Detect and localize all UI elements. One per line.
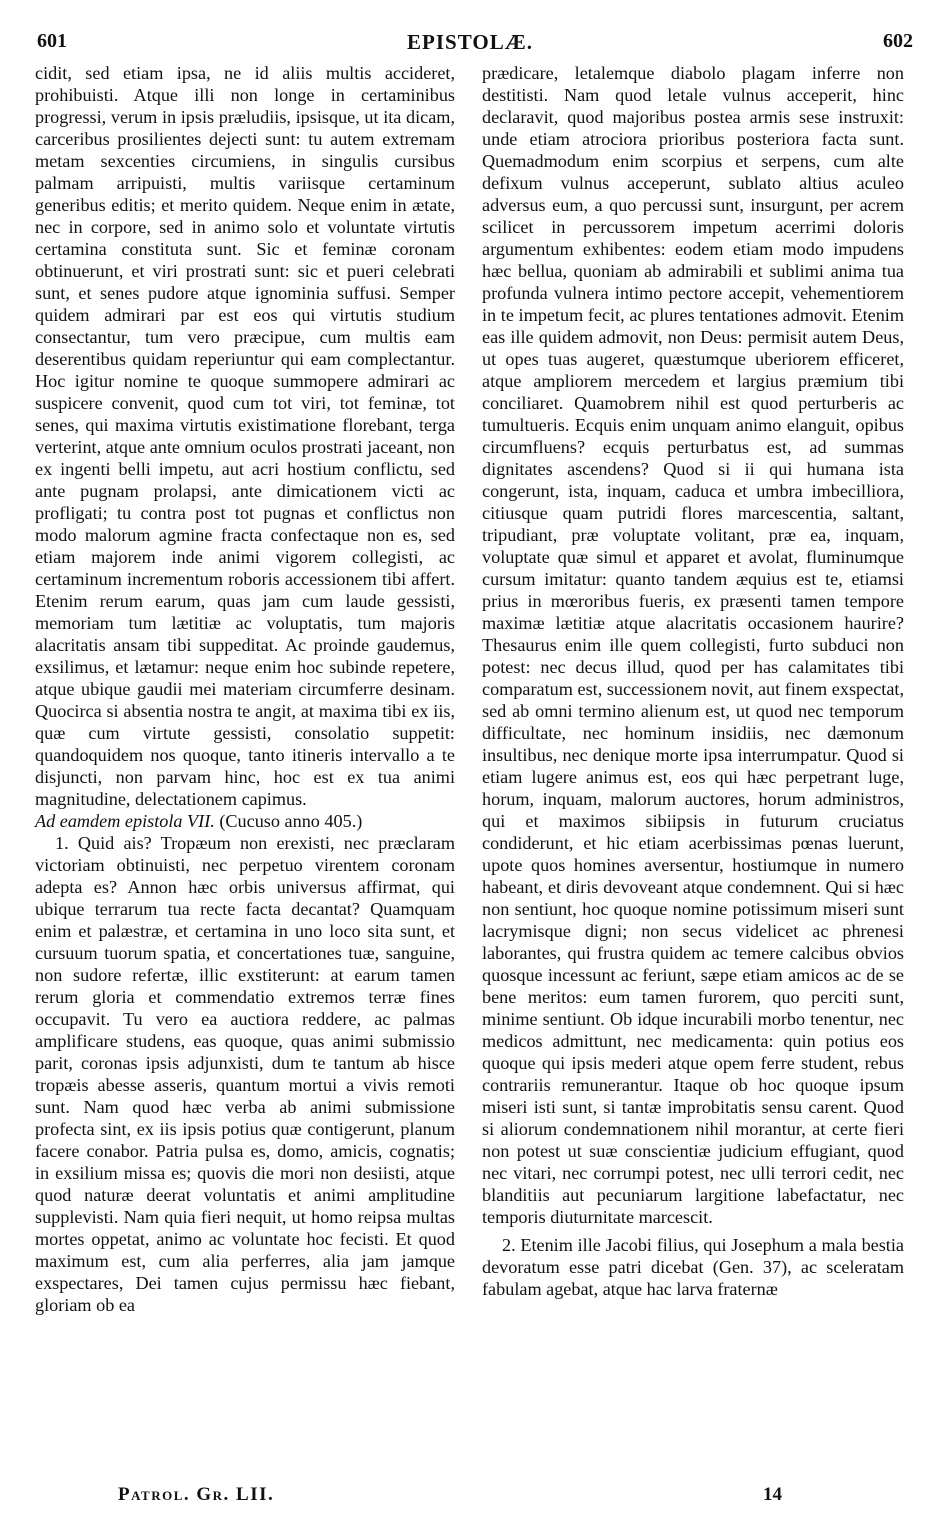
paragraph-1: 1. Quid ais? Tropæum non erexisti, nec præclaram victoriam obtinuisti, nec perpetuo virentem coronam adepta es? Annon hæc orbis universus affirmat, qui ubique terrarum tua recte facta decantat? Quamquam enim et palæstræ, et certamina in uno loco sita sunt, et cursuum tuorum spatia, et concertationes tuæ, sanguine, non sudore refertæ, illic exstiterunt: at earum tamen rerum gloria et commendatio extremos terræ fines occupavit. Tu vero ea auctiora reddere, ac palmas amplificare studens, eas quoque, quas animi submissio parit, coronas ipsis adjunxisti, dum te tantum ab hisce tropæis abesse asseris, quantum mortui a vivis remoti sunt. Nam quod hæc verba ab animi submissione profecta sint, ex iis ipsis potius quæ contigerunt, planum facere conabor. Patria pulsa es, domo, amicis, cognatis; in exsilium missa es; quovis die mori non desiisti, atque quod naturæ deerat voluntatis et animi amplitudine supplevisti. Nam quia fieri nequit, ut homo reipsa multas mortes oppetat, animo ac voluntate hoc fecisti. Et quod maximum est, cum alia perferres, alia jam jamque exspectares, Dei tamen cujus permissu hæc fiebant, gloriam ob ea [35, 833, 455, 1315]
left-page-number: 601 [37, 30, 67, 52]
right-column [482, 62, 904, 1300]
page-header [0, 30, 940, 58]
right-continuation-text: prædicare, letalemque diabolo plagam inferre non destitisti. Nam quod letale vulnus acceperit, hinc declaravit, quod majoribus postea armis sese instruxit: unde etiam atrociora prioribus posteriora facta sunt. Quemadmodum enim scorpius et serpens, cum alte defixum vulnus acceperunt, sublato altius aculeo adversus eum, a quo percussi sunt, insurgunt, per acrem scilicet in percussorem impetum acerrimi doloris argumentum exhibentes: eodem etiam modo impudens hæc bellua, quoniam ab admirabili et sublimi anima tua profunda vulnera intimo pectore accepit, vehementiorem in te impetum fecit, ac plures tentationes admovit. Etenim eas ille quidem admovit, non Deus: permisit autem Deus, ut opes tuas augeret, quæstumque uberiorem efficeret, atque ampliorem mercedem et largius præmium tibi conciliaret. Quamobrem nihil est quod perturberis ac tumultueris. Ecquis enim unquam animo elanguit, opibus circumfluens? ecquis perturbatus est, ad summas dignitates ascendens? Quod si ii qui humana ista congerunt, ista, inquam, caduca et umbra imbecilliora, citiusque quam putridi flores marcescentia, saltant, tripudiant, præ voluptate volitant, præ ea, inquam, voluptate quæ simul et apparet et avolat, fluminumque cursum imitatur: quanto tandem æquius est te, etiamsi prius in mœroribus fueris, ex præsenti tamen tempore maximæ lætitiæ atque alacritatis occasionem haurire? Thesaurus enim ille quem collegisti, furto subduci non potest: nec decus illud, quod per has calamitates tibi comparatum est, successionem novit, aut finem exspectat, sed ab omni termino alienum est, ut quod nec temporum difficultate, nec hominum insidiis, nec dæmonum insultibus, nec denique morte ipsa interrumpatur. Quod si etiam lugere animus est, eos qui hæc perpetrant luge, horum, inquam, malorum auctores, horum administros, qui et maximos sibiipsis in futurum cruciatus condiderunt, et hic etiam acerbissimas pœnas luerunt, upote quos homines aversentur, hostiumque in numero habeant, et diris devoveant atque condemnent. Qui si hæc non sentiunt, hoc quoque nomine potissimum miseri sunt lacrymisque digni; non secus videlicet ac phrenesi laborantes, qui frustra quidem ac temere calcibus obvios quosque incessunt ac feriunt, sæpe etiam amicos ac de se bene meritos: eum tamen furorem, quo perciti sunt, minime sentiunt. Ob idque incurabili morbo tenentur, nec medicos admittunt, nec medicamenta: quin potius eos quoque qui ipsis mederi atque opem ferre student, rebus contrariis remunerantur. Itaque ob hoc quoque ipsum miseri isti sunt, si tantæ improbitatis sensu carent. Quod si aliorum condemnationem nihil morantur, at certe fieri non potest ut suæ conscientiæ judicium effugiant, quod nec vitari, nec corrumpi potest, nec ulli terrori cedit, nec blanditiis aut pecuniarum largitione labefactatur, nec temporis diuturnitate marcescit. [482, 63, 904, 1227]
footer-signature: Patrol. Gr. LII. [118, 1484, 275, 1505]
letter-heading-date: (Cucuso anno 405.) [219, 811, 363, 831]
left-continuation-text: cidit, sed etiam ipsa, ne id aliis multis accideret, prohibuisti. Atque illi non longe in certaminibus progressi, verum in ipsis præludiis, ipsisque, ut ita dicam, carceribus prosilientes dejecti sunt: tu autem extremam metam sexcenties circumiens, in singulis cursibus palmam arripuisti, multis variisque certaminum generibus editis; et merito quidem. Neque enim in ætate, nec in corpore, sed in animo solo et voluntate virtutis certamina constituta sunt. Sic et feminæ coronam obtinuerunt, et viri prostrati sunt: sic et pueri celebrati sunt, et senes pudore atque ignominia suffusi. Semper quidem admirari par est eos qui virtutis studium consectantur, tum vero præcipue, cum multis eam deserentibus quidam reperiuntur qui eam complectantur. Hoc igitur nomine te quoque summopere admirari ac suspicere convenit, quod cum tot viri, tot feminæ, tot senes, qui maxima virtutis existimatione florebant, terga verterint, atque ante omnium oculos prostrati jaceant, non ex ingenti belli impetu, aut acri hostium conflictu, sed ante pugnam prolapsi, ante dimicationem victi ac profligati; tu contra post tot pugnas et conflictus non modo malorum agmine fracta confectaque non es, sed etiam majorem inde animi vigorem collegisti, ac certaminum incrementum roboris accessionem tibi affert. Etenim rerum earum, quas jam cum laude gessisti, memoriam tum lætitiæ ac voluptatis, tum majoris alacritatis ansam tibi suppeditat. Ac proinde gaudemus, exsilimus, et lætamur: neque enim hoc subinde repetere, atque ubique gaudii mei materiam circumferre desinam. Quocirca si absentia nostra te angit, at maxima tibi ex iis, quæ cum virtute gessisti, consolatio suppetit: quandoquidem nos quoque, tanto itineris intervallo a te disjuncti, non parvam hinc, hoc est ex tua animi magnitudine, delectationem capimus. [35, 63, 455, 809]
left-column [35, 62, 455, 1316]
running-title: EPISTOLÆ. [407, 30, 533, 54]
letter-heading [35, 810, 455, 832]
letter-heading-title: Ad eamdem epistola VII. [35, 811, 215, 831]
paragraph-2: 2. Etenim ille Jacobi filius, qui Josephum a mala bestia devoratum esse patri dicebat (Gen. 37), ac sceleratam fabulam agebat, atque hac larva fraternæ [482, 1235, 904, 1299]
right-page-number: 602 [883, 30, 913, 52]
footer-sheet-number: 14 [763, 1484, 782, 1505]
